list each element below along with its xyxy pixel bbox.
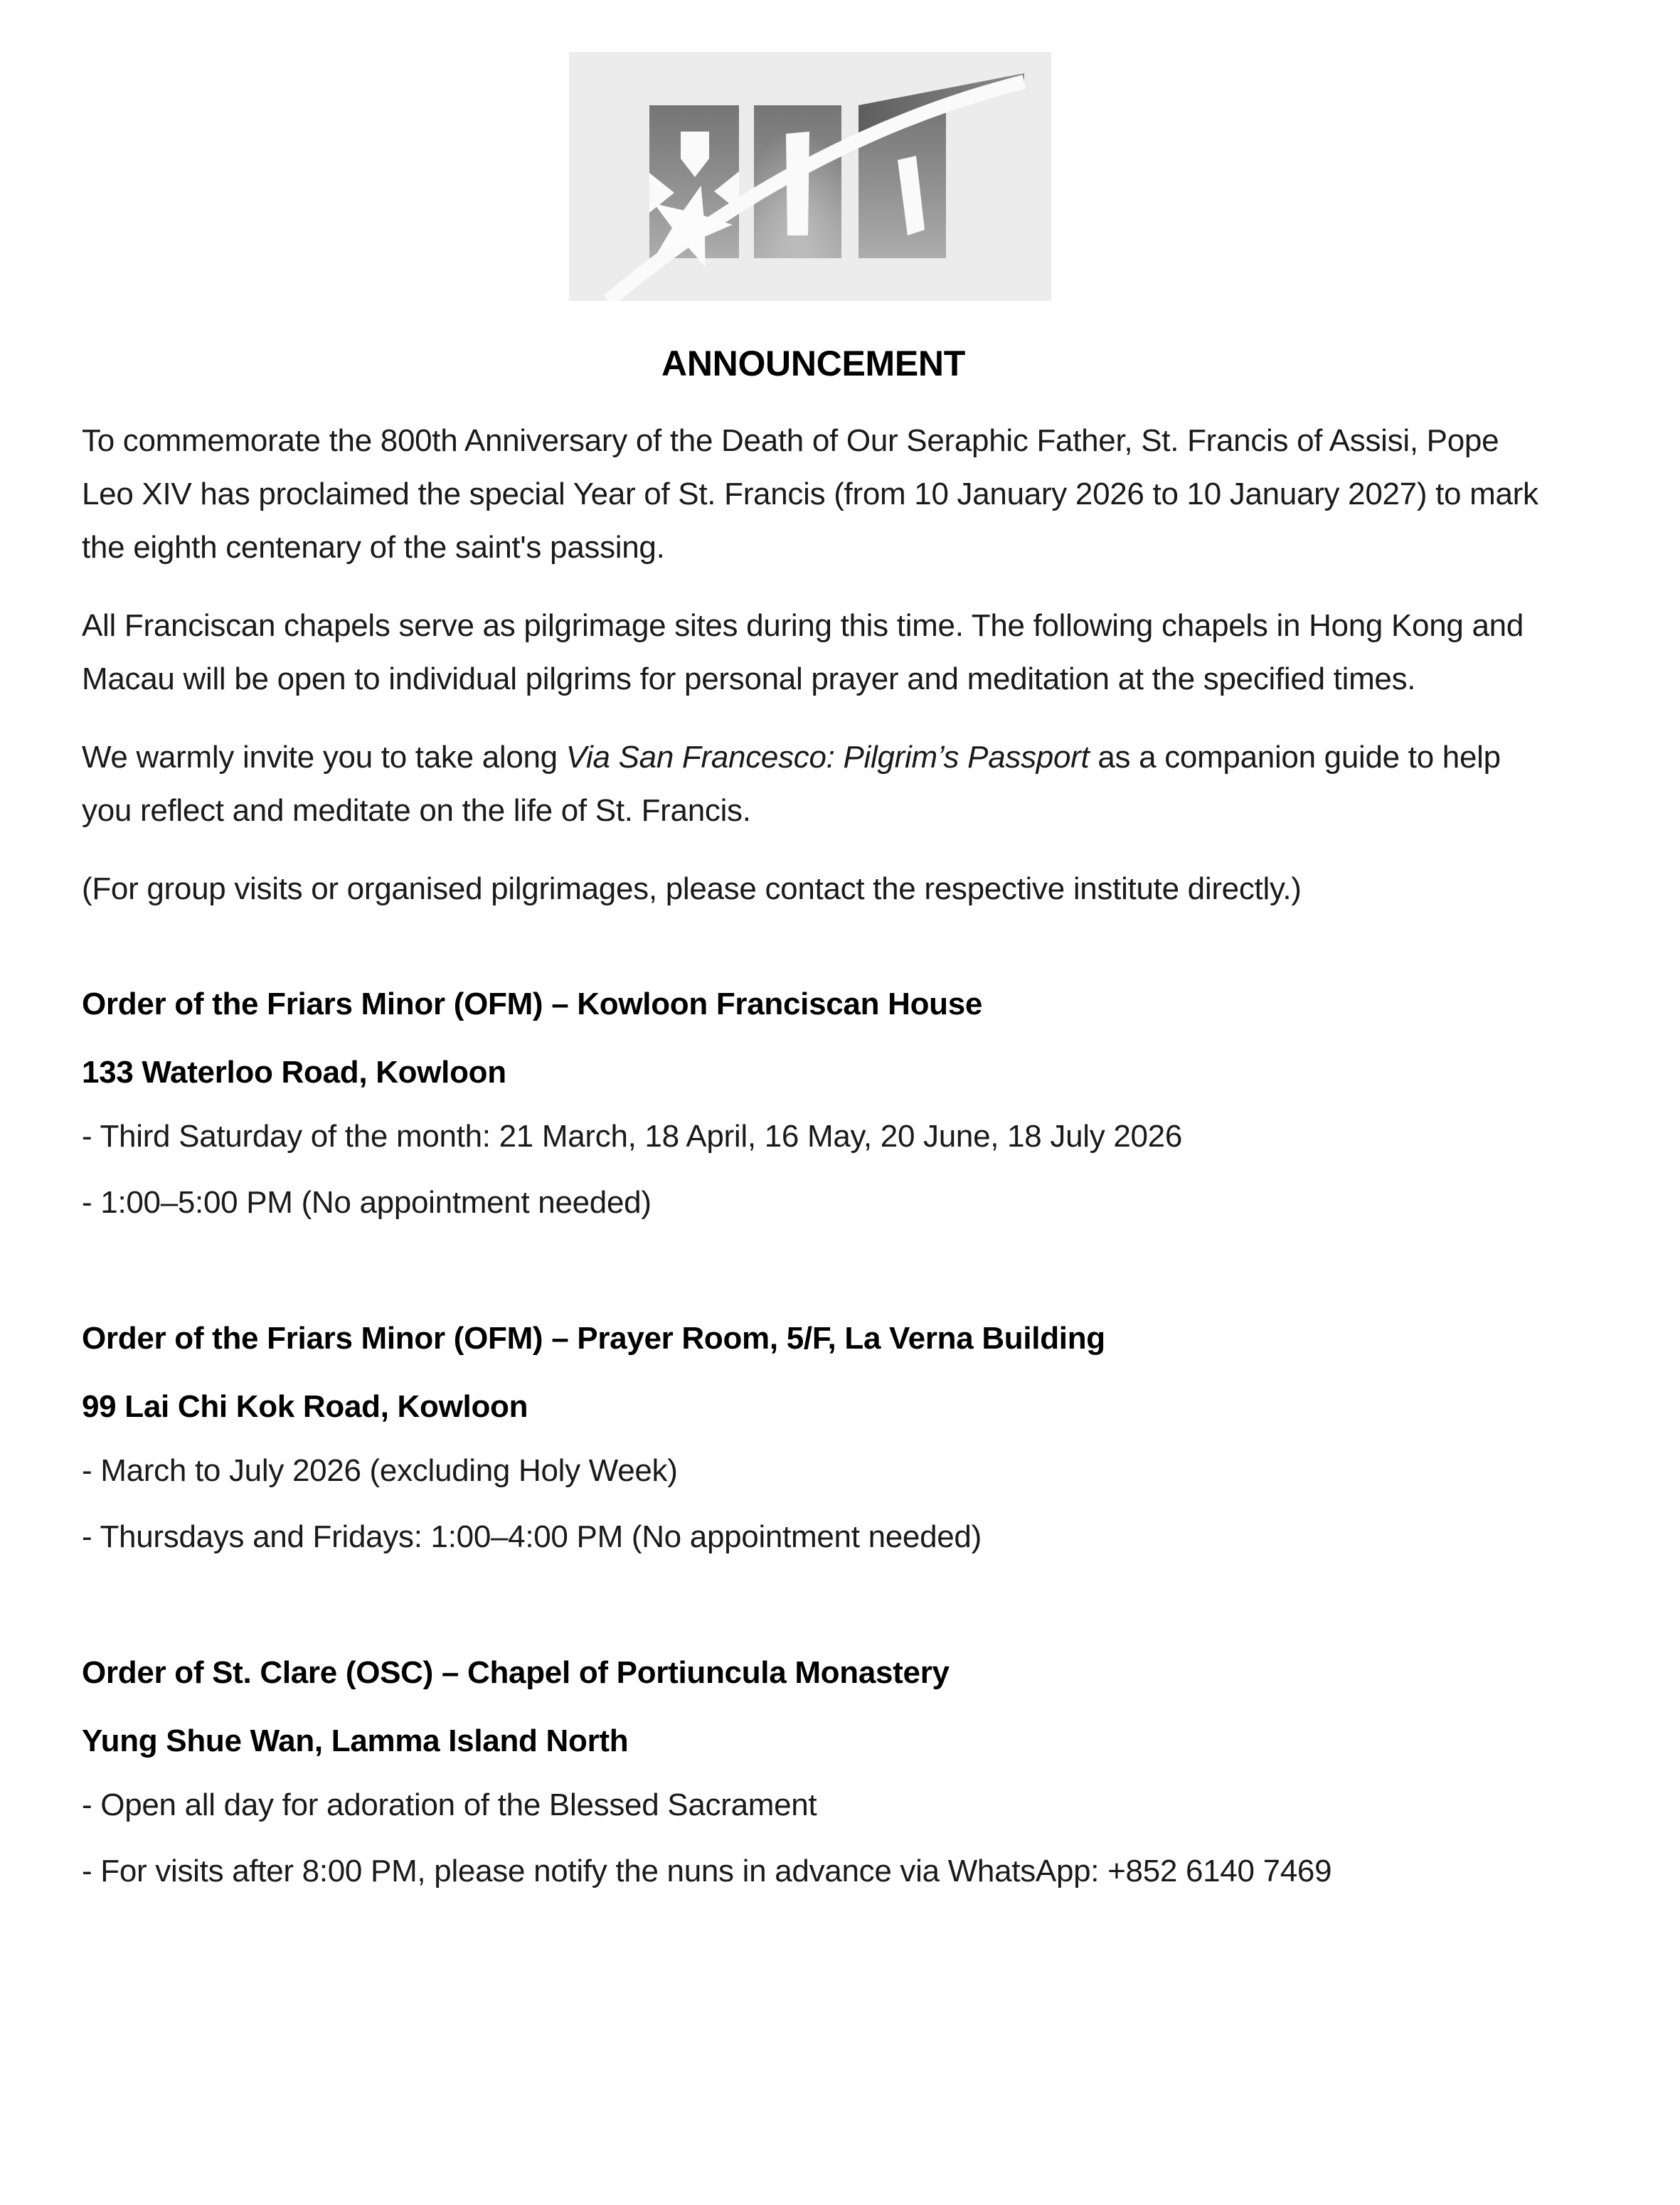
section-title: Order of St. Clare (OSC) – Chapel of Portiuncula Monastery xyxy=(82,1655,950,1690)
section-item: - Thursdays and Fridays: 1:00–4:00 PM (No appointment needed) xyxy=(82,1519,982,1554)
section-address: 133 Waterloo Road, Kowloon xyxy=(82,1055,506,1090)
page-title: ANNOUNCEMENT xyxy=(661,344,965,383)
section-item: - Third Saturday of the month: 21 March, 18 April, 16 May, 20 June, 18 July 2026 xyxy=(82,1119,1183,1154)
intro-paragraph-2: All Franciscan chapels serve as pilgrimage sites during this time. The following chapels in Hong Kong and Macau will be open to individual pilgrims for personal prayer and meditation at the specified times. xyxy=(82,608,1524,696)
section-ofm-kowloon-franciscan-house xyxy=(82,977,1545,1229)
pilgrim-passport-book-title: Via San Francesco: Pilgrim’s Passport xyxy=(565,740,1090,775)
intro-paragraph-3-tail: as a companion guide to help you reflect and meditate on the life of St. Francis. xyxy=(82,740,1501,828)
section-address: 99 Lai Chi Kok Road, Kowloon xyxy=(82,1389,528,1424)
section-title: Order of the Friars Minor (OFM) – Kowloon Franciscan House xyxy=(82,987,983,1021)
intro-paragraph-3 xyxy=(82,730,1545,837)
section-ofm-la-verna-building xyxy=(82,1312,1545,1563)
intro-paragraph-1: To commemorate the 800th Anniversary of the Death of Our Seraphic Father, St. Francis of Assisi, Pope Leo XIV has proclaimed the special Year of St. Francis (from 10 January 2026 to 10 January 2027) to mark the eighth centenary of the saint's passing. xyxy=(82,423,1538,565)
section-item: - Open all day for adoration of the Blessed Sacrament xyxy=(82,1787,817,1822)
section-item: - For visits after 8:00 PM, please notify the nuns in advance via WhatsApp: +852 6140 7469 xyxy=(82,1854,1332,1888)
intro-paragraph-4: (For group visits or organised pilgrimages, please contact the respective institute directly.) xyxy=(82,871,1302,906)
intro-paragraph-3-lead: We warmly invite you to take along xyxy=(82,740,566,775)
announcement-document xyxy=(0,52,1680,1898)
800-anniversary-logo xyxy=(569,52,1051,301)
section-osc-portiuncula-monastery xyxy=(82,1646,1545,1898)
section-item: - March to July 2026 (excluding Holy Week) xyxy=(82,1453,678,1488)
section-title: Order of the Friars Minor (OFM) – Prayer Room, 5/F, La Verna Building xyxy=(82,1321,1105,1356)
800-logo-graphic xyxy=(569,52,1051,301)
section-item: - 1:00–5:00 PM (No appointment needed) xyxy=(82,1185,652,1220)
section-address: Yung Shue Wan, Lamma Island North xyxy=(82,1723,629,1758)
